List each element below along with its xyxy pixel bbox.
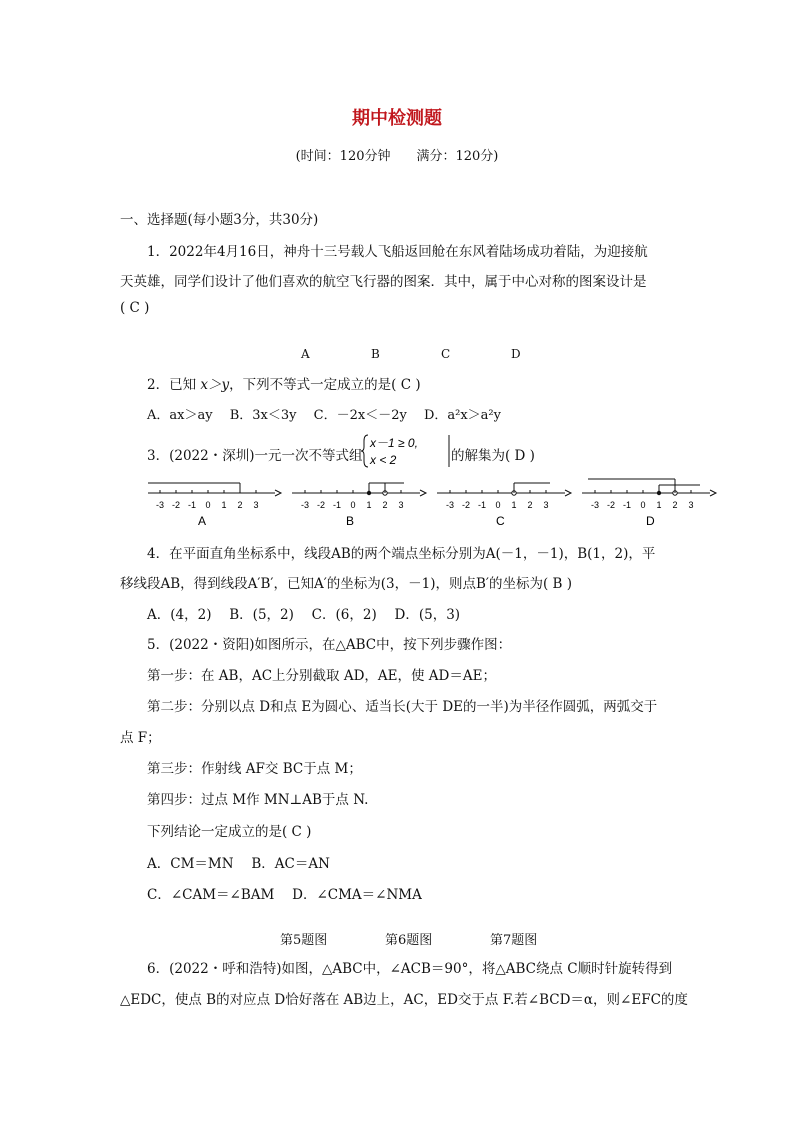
q2-stem-post: ，下列不等式一定成立的是( C ) (229, 377, 421, 393)
tick-label: -3 (300, 500, 310, 510)
tick-label: 3 (398, 500, 404, 510)
q4-line2: 移线段AB，得到线段A′B′，已知A′的坐标为(3，－1)，则点B′的坐标为( B ) (120, 576, 573, 592)
q1-line2: 天英雄，同学们设计了他们喜欢的航空飞行器的图案．其中，属于中心对称的图案设计是 (120, 274, 647, 290)
tick-label: 1 (511, 500, 517, 510)
q2-condition: x＞y (200, 377, 230, 393)
q2-stem (147, 373, 421, 393)
q4-options: A．(4，2) B．(5，2) C．(6，2) D．(5，3) (147, 607, 461, 623)
tick-label: -1 (477, 500, 487, 510)
q5-ask: 下列结论一定成立的是( C ) (147, 824, 312, 840)
figure-label-c: C (496, 514, 505, 528)
tick-label: 0 (495, 500, 501, 510)
figure-label-b: B (346, 514, 355, 528)
tick-label: 1 (221, 500, 227, 510)
tick-label: 2 (527, 500, 533, 510)
q2-option-d: D．a²x＞a²y (423, 408, 501, 423)
q1-option-d: D (511, 347, 521, 361)
system-line1: x－1 ≥ 0, (370, 436, 418, 450)
q2-stem-pre: 2．已知 (147, 377, 201, 393)
number-line-b (292, 483, 426, 510)
q5-options-cd: C．∠CAM＝∠BAM D．∠CMA＝∠NMA (147, 887, 422, 903)
tick-label: 0 (350, 500, 356, 510)
tick-label: 1 (366, 500, 372, 510)
figure-label-a: A (198, 514, 207, 528)
inequality-system (361, 433, 451, 469)
tick-label: -3 (155, 500, 165, 510)
q5-step4: 第四步：过点 M作 MN⊥AB于点 N. (147, 792, 369, 808)
q5-step1: 第一步：在 AB，AC上分别截取 AD，AE，使 AD＝AE； (147, 668, 496, 684)
tick-label: 2 (237, 500, 243, 510)
q5-step2a: 第二步：分别以点 D和点 E为圆心、适当长(大于 DE的一半)为半径作圆弧，两弧交于 (147, 699, 658, 715)
tick-label: -3 (445, 500, 455, 510)
caption-fig5: 第5题图 (280, 933, 328, 948)
q6-line1: 6．(2022・呼和浩特)如图，△ABC中，∠ACB＝90°，将△ABC绕点 C顺时针旋转得到 (147, 961, 673, 977)
tick-label: -3 (590, 500, 600, 510)
tick-label: 2 (382, 500, 388, 510)
q1-option-c: C (441, 347, 451, 361)
tick-label: -1 (332, 500, 342, 510)
tick-label: -2 (461, 500, 471, 510)
tick-label: -1 (187, 500, 197, 510)
q2-options (147, 404, 501, 423)
q2-option-c: C．－2x＜－2y (313, 408, 407, 423)
tick-label: 0 (205, 500, 211, 510)
q1-line1: 1．2022年4月16日，神舟十三号载人飞船返回舱在东风着陆场成功着陆，为迎接航 (147, 244, 648, 260)
caption-fig7: 第7题图 (490, 933, 538, 948)
number-line-c (437, 483, 571, 510)
q3-stem-pre: 3．(2022・深圳)一元一次不等式组 (147, 448, 363, 464)
q3-stem-post: 的解集为( D ) (451, 448, 535, 464)
number-line-a (148, 483, 281, 510)
tick-label: 2 (672, 500, 678, 510)
q4-line1: 4．在平面直角坐标系中，线段AB的两个端点坐标分别为A(－1，－1)，B(1，2)，平 (147, 546, 656, 562)
section-heading: 一、选择题(每小题3分，共30分) (120, 212, 319, 228)
tick-label: 3 (688, 500, 694, 510)
tick-label: -1 (622, 500, 632, 510)
q5-stem: 5．(2022・资阳)如图所示，在△ABC中，按下列步骤作图： (147, 637, 512, 653)
tick-label: 3 (253, 500, 259, 510)
tick-label: 1 (656, 500, 662, 510)
q5-step3: 第三步：作射线 AF交 BC于点 M； (147, 761, 362, 777)
q6-line2: △EDC，使点 B的对应点 D恰好落在 AB边上，AC，ED交于点 F.若∠BCD＝α，则∠EFC的度 (120, 992, 688, 1008)
number-line-d (582, 479, 716, 510)
caption-fig6: 第6题图 (385, 933, 433, 948)
tick-label: -2 (171, 500, 181, 510)
figure-label-d: D (646, 514, 655, 528)
q2-option-a: A．ax＞ay (147, 408, 213, 423)
exam-info: (时间：120分钟 满分：120分) (295, 149, 499, 164)
tick-label: 0 (640, 500, 646, 510)
q5-step2b: 点 F； (120, 730, 161, 746)
q1-answer: ( C ) (120, 300, 150, 316)
system-line2: x < 2 (370, 453, 397, 467)
q1-option-a: A (301, 347, 310, 361)
q2-option-b: B．3x＜3y (229, 408, 297, 423)
tick-label: -2 (316, 500, 326, 510)
q1-option-b: B (371, 347, 380, 361)
tick-label: 3 (543, 500, 549, 510)
q3-number-lines (140, 475, 720, 530)
q5-options-ab: A．CM＝MN B．AC＝AN (147, 856, 330, 872)
tick-label: -2 (606, 500, 616, 510)
page-title: 期中检测题 (352, 108, 442, 129)
